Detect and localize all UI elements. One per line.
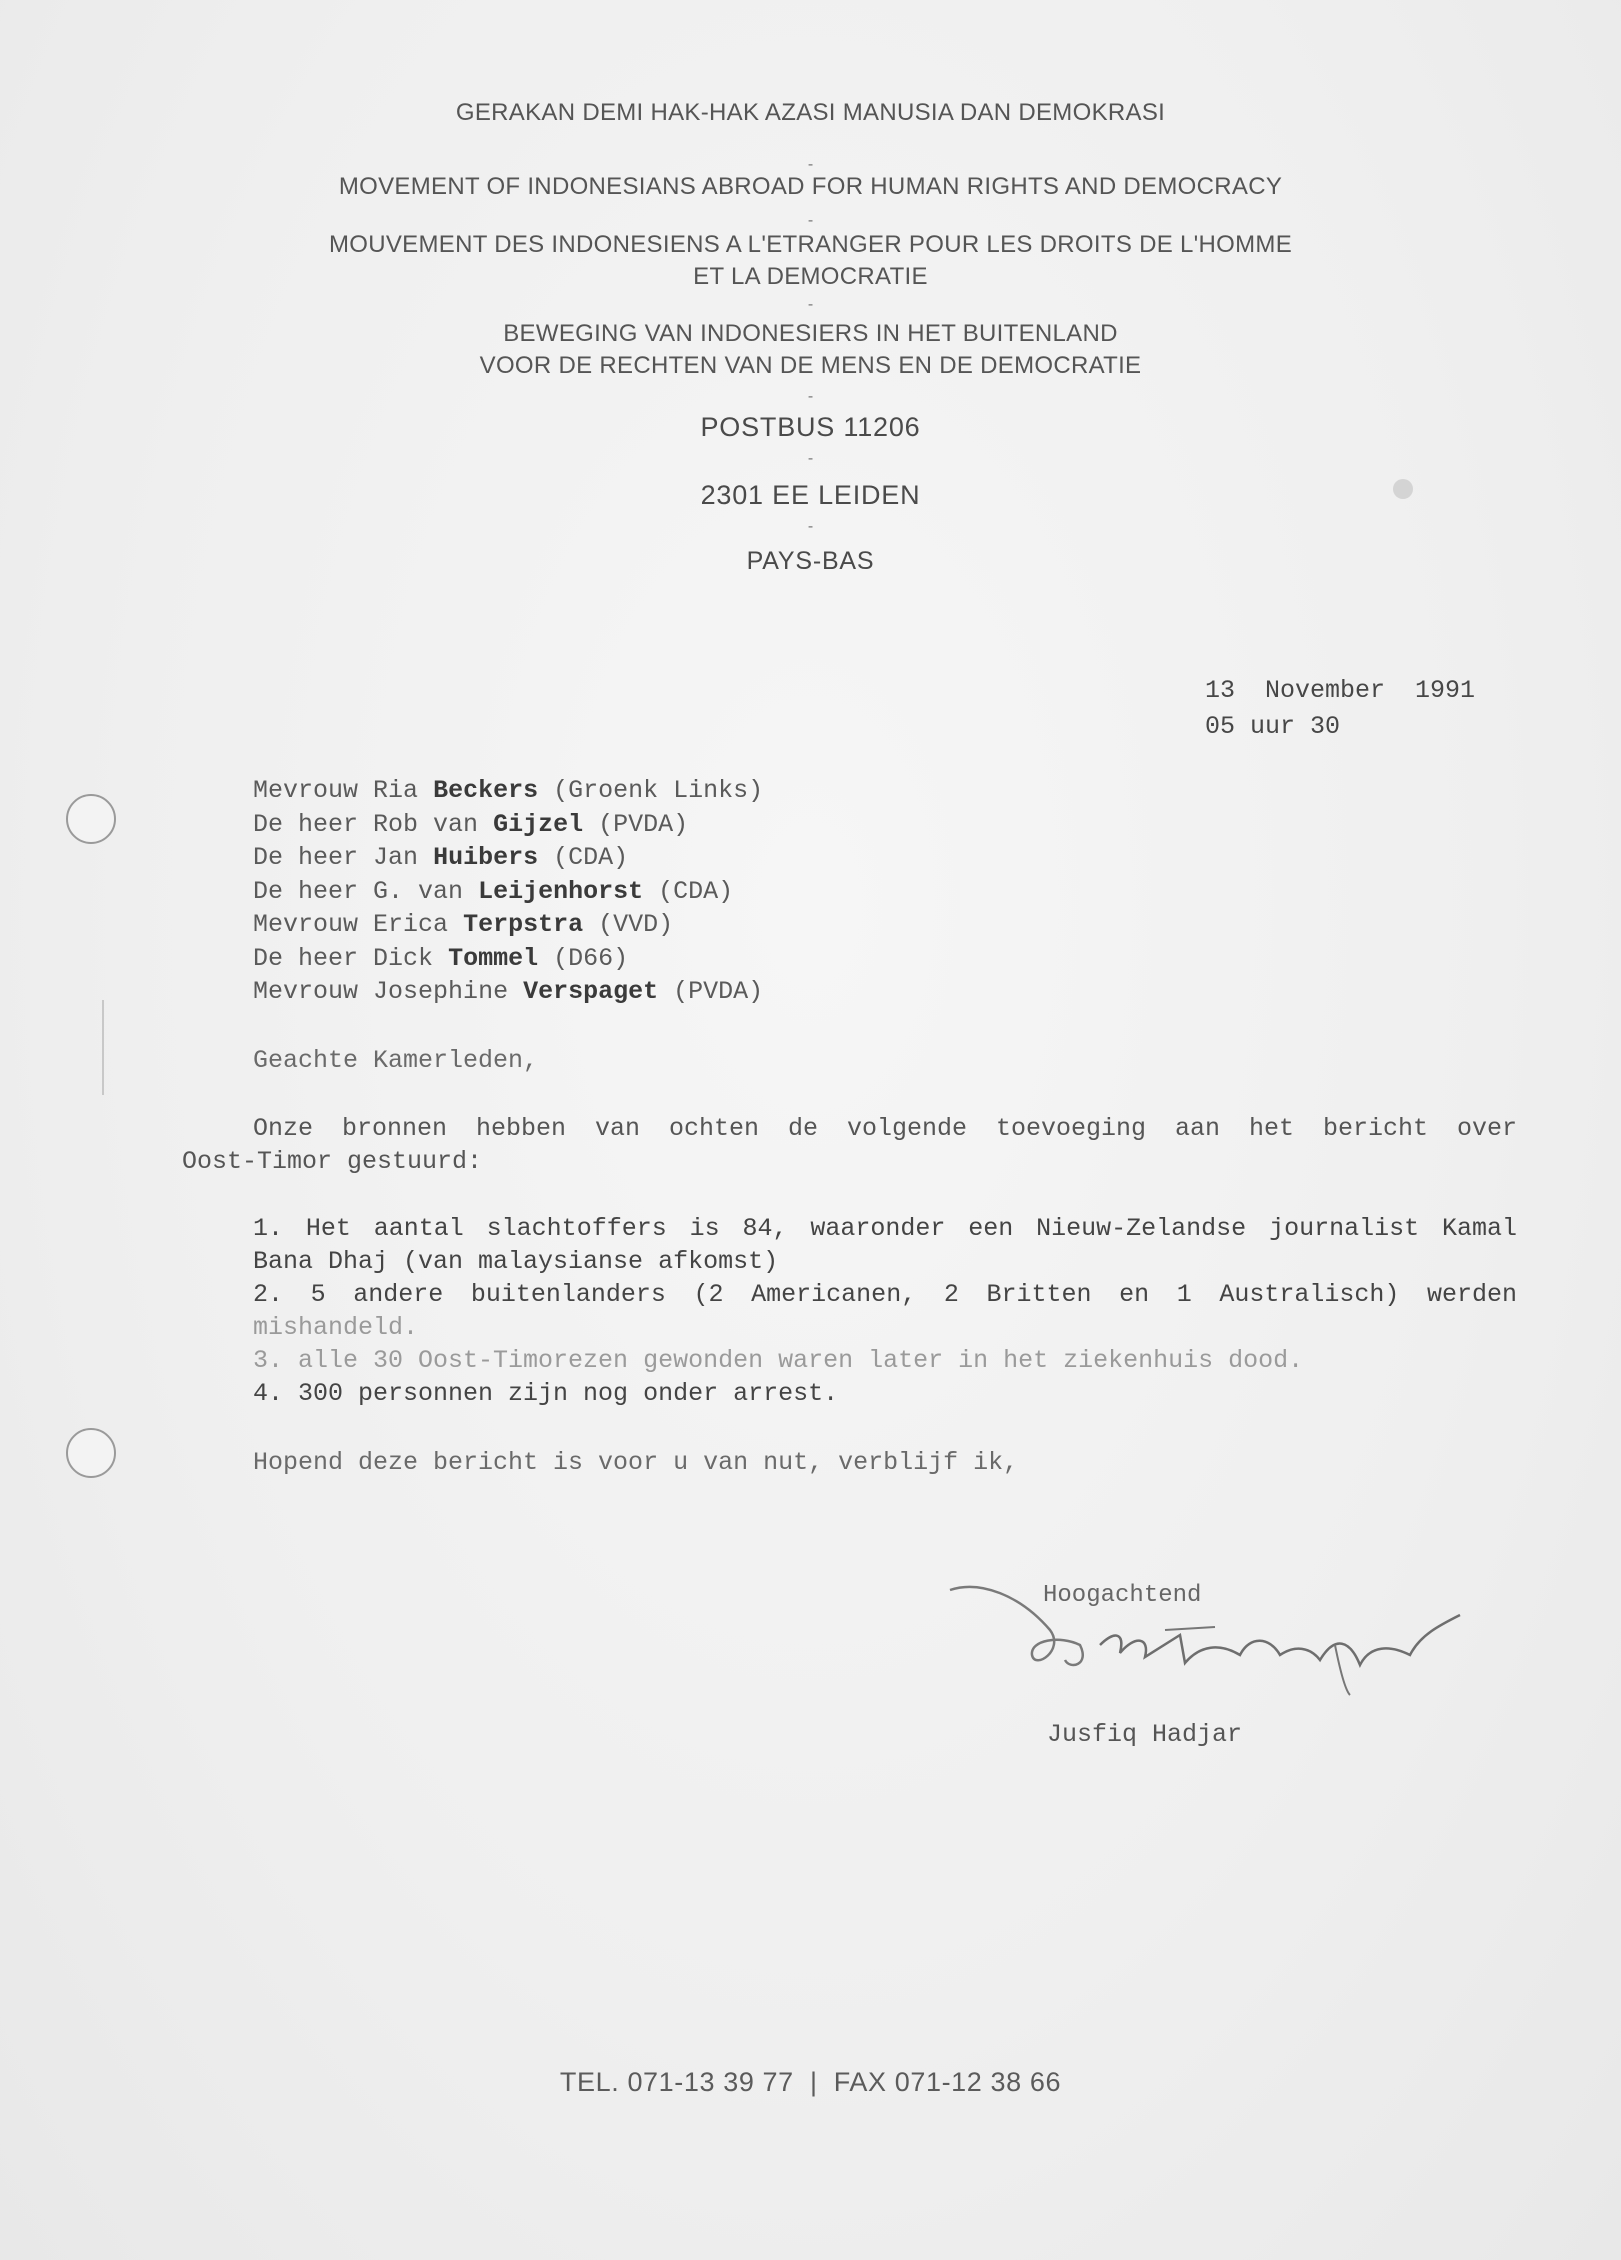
body-paragraph <box>182 1112 1517 1178</box>
letterhead-separator: - <box>807 388 814 405</box>
footer-contact: TEL. 071-13 39 77 | FAX 071-12 38 66 <box>559 2067 1062 2097</box>
letterhead-separator: - <box>807 156 814 173</box>
letterhead-line-fr-1: MOUVEMENT DES INDONESIENS A L'ETRANGER POUR LES DROITS DE L'HOMME <box>328 231 1293 258</box>
letterhead-line-nl-1: BEWEGING VAN INDONESIERS IN HET BUITENLAND <box>503 320 1118 347</box>
recipient: De heer G. van Leijenhorst (CDA) <box>253 876 734 906</box>
letter-date <box>1205 673 1475 745</box>
greeting: Geachte Kamerleden, <box>253 1046 539 1075</box>
letterhead-line-en: MOVEMENT OF INDONESIANS ABROAD FOR HUMAN RIGHTS AND DEMOCRACY <box>338 173 1283 200</box>
signer-name: Jusfiq Hadjar <box>1047 1720 1243 1749</box>
list-item-continued: Bana Dhaj (van malaysianse afkomst) <box>253 1247 779 1276</box>
closing-line: Hopend deze bericht is voor u van nut, verblijf ik, <box>253 1448 1019 1477</box>
letterhead-separator: - <box>807 518 814 535</box>
body-line: Oost-Timor gestuurd: <box>182 1147 483 1176</box>
body-line: Onze bronnen hebben van ochten de volgende toevoeging aan het bericht over <box>253 1114 1517 1143</box>
scan-margin-line <box>102 1000 104 1095</box>
signoff: Hoogachtend <box>1043 1582 1202 1609</box>
recipient: De heer Rob van Gijzel (PVDA) <box>253 809 689 839</box>
date-line: 13 November 1991 <box>1205 676 1476 705</box>
letterhead-line-fr-2: ET LA DEMOCRATIE <box>693 263 928 290</box>
recipient: De heer Jan Huibers (CDA) <box>253 843 629 872</box>
recipient-list <box>253 774 763 1009</box>
casualty-list <box>253 1212 1517 1410</box>
letterhead <box>0 96 1621 580</box>
letterhead-postcode: 2301 EE LEIDEN <box>700 480 921 510</box>
handwritten-signature <box>940 1575 1500 1725</box>
recipient: Mevrouw Josephine Verspaget (PVDA) <box>253 977 764 1006</box>
list-item: 2. 5 andere buitenlanders (2 Americanen, 2 Britten en 1 Australisch) werden <box>253 1280 1517 1309</box>
list-item: 4. 300 personnen zijn nog onder arrest. <box>253 1379 839 1408</box>
punch-hole-top <box>66 794 116 844</box>
letterhead-line-id: GERAKAN DEMI HAK-HAK AZASI MANUSIA DAN DEMOKRASI <box>455 99 1166 126</box>
letterhead-separator: - <box>807 212 814 229</box>
list-item: 3. alle 30 Oost-Timorezen gewonden waren later in het ziekenhuis dood. <box>253 1346 1304 1375</box>
punch-hole-bottom <box>66 1428 116 1478</box>
recipient: Mevrouw Erica Terpstra (VVD) <box>253 910 674 939</box>
list-item-continued: mishandeld. <box>253 1313 419 1342</box>
recipient: De heer Dick Tommel (D66) <box>253 943 629 973</box>
list-item: 1. Het aantal slachtoffers is 84, waaronder een Nieuw-Zelandse journalist Kamal <box>253 1214 1517 1243</box>
letterhead-country: PAYS-BAS <box>746 547 875 575</box>
letterhead-postbus: POSTBUS 11206 <box>700 412 921 442</box>
recipient: Mevrouw Ria Beckers (Groenk Links) <box>253 776 764 805</box>
time-line: 05 uur 30 <box>1205 712 1341 741</box>
letterhead-separator: - <box>807 450 814 467</box>
letterhead-separator: - <box>807 296 814 313</box>
letterhead-line-nl-2: VOOR DE RECHTEN VAN DE MENS EN DE DEMOCRATIE <box>479 352 1142 379</box>
